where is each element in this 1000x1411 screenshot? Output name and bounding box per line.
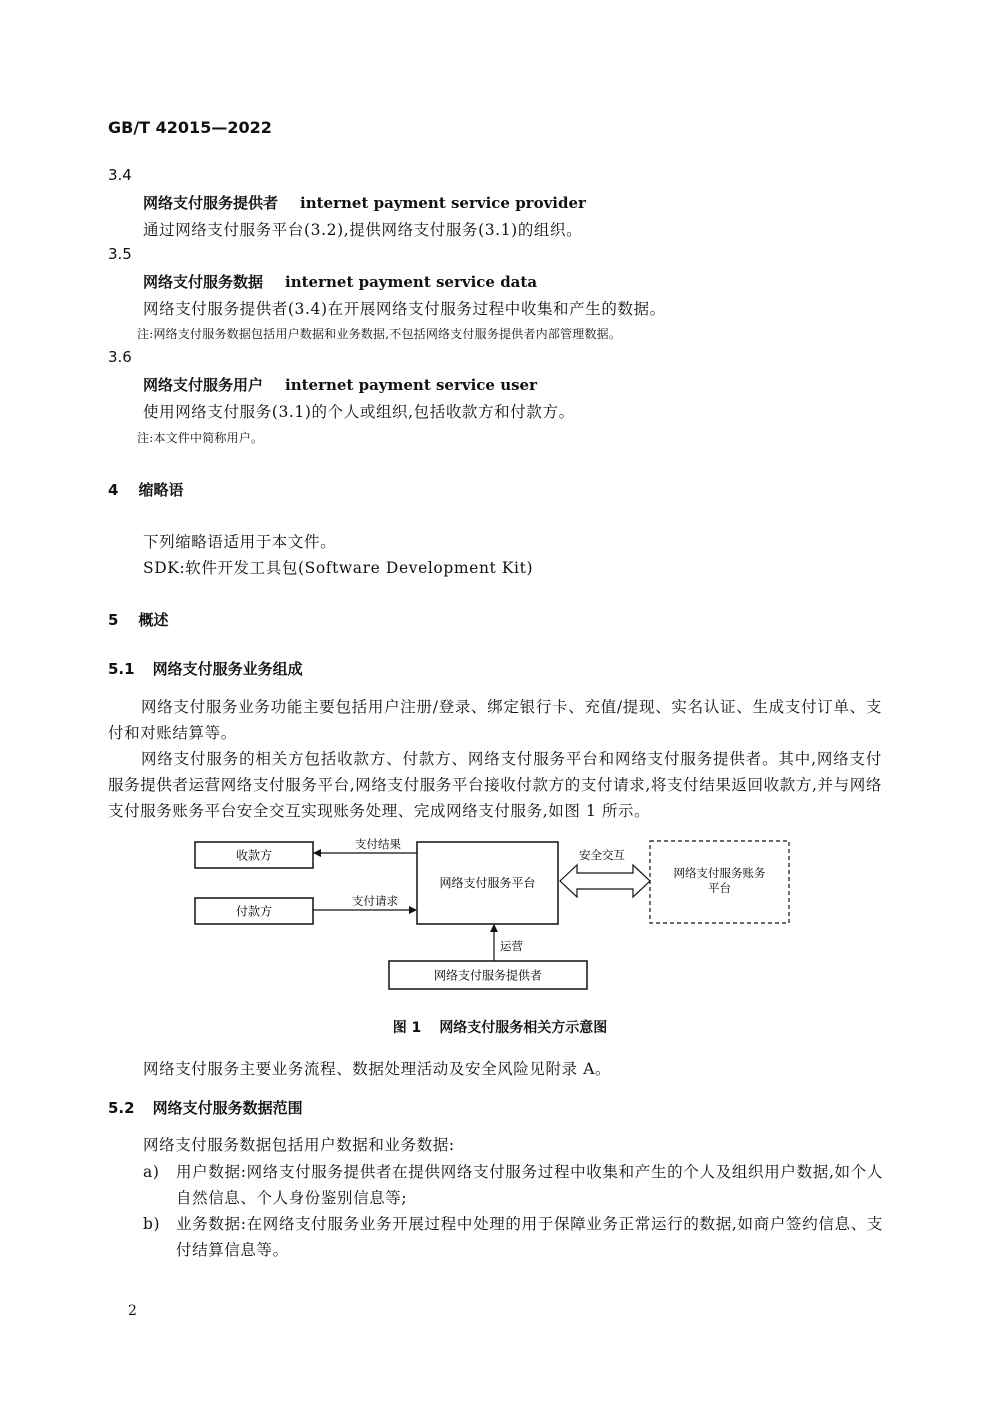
operate-label: 运营: [500, 939, 523, 953]
provider-label: 网络支付服务提供者: [433, 968, 543, 983]
term-number: 3.4: [108, 166, 132, 184]
standard-code: GB/T 42015—2022: [108, 118, 272, 137]
secure-interaction-arrow: [560, 865, 650, 897]
term-definition: 通过网络支付服务平台(3.2),提供网络支付服务(3.1)的组织。: [143, 221, 583, 239]
list-item-text: 业务数据:在网络支付服务业务开展过程中处理的用于保障业务正常运行的数据,如商户签约信息、支付结算信息等。: [176, 1215, 883, 1259]
section-intro: 下列缩略语适用于本文件。: [143, 533, 337, 551]
provider-box: [389, 961, 587, 989]
abbreviation-item: SDK:软件开发工具包(Software Development Kit): [143, 559, 534, 577]
term-note: 注:网络支付服务数据包括用户数据和业务数据,不包括网络支付服务提供者内部管理数据。: [137, 327, 622, 341]
request-arrow-label: 支付请求: [352, 894, 398, 908]
payer-label: 付款方: [235, 904, 273, 919]
figure-number: 图 1: [392, 1020, 422, 1036]
paragraph: 网络支付服务主要业务流程、数据处理活动及安全风险见附录 A。: [143, 1060, 612, 1078]
term-definition: 使用网络支付服务(3.1)的个人或组织,包括收款方和付款方。: [143, 403, 575, 421]
page-number: 2: [128, 1303, 137, 1319]
term-number: 3.6: [108, 348, 132, 366]
accounting-platform-label-line2: 平台: [708, 881, 731, 895]
subsection-number: 5.1: [108, 660, 135, 678]
term-note: 注:本文件中简称用户。: [137, 431, 264, 445]
figure-caption: [0, 1017, 1000, 1037]
term-definition: 网络支付服务提供者(3.4)在开展网络支付服务过程中收集和产生的数据。: [143, 300, 666, 318]
term-zh: 网络支付服务用户: [143, 376, 264, 394]
section-heading: [108, 609, 168, 630]
term-en: internet payment service user: [285, 376, 537, 394]
subsection-number: 5.2: [108, 1099, 135, 1117]
term-heading: [143, 374, 537, 395]
paragraph: 网络支付服务业务功能主要包括用户注册/登录、绑定银行卡、充值/提现、实名认证、生成支付订单、支付和对账结算等。: [108, 698, 882, 742]
list-item: [143, 1159, 883, 1211]
section-intro: 网络支付服务数据包括用户数据和业务数据:: [143, 1136, 455, 1154]
term-zh: 网络支付服务提供者: [143, 194, 279, 212]
term-number: 3.5: [108, 245, 132, 263]
figure-title: 网络支付服务相关方示意图: [439, 1020, 608, 1036]
list-item: [143, 1211, 883, 1263]
term-heading: [143, 192, 586, 213]
section-number: 4: [108, 481, 119, 499]
section-title: 缩略语: [138, 481, 184, 499]
secure-interaction-label: 安全交互: [579, 848, 625, 862]
payer-box: [195, 898, 313, 924]
term-heading: [143, 271, 537, 292]
platform-label: 网络支付服务平台: [439, 876, 536, 890]
accounting-platform-label-line1: 网络支付服务账务: [673, 866, 766, 880]
figure-1-diagram: [0, 820, 1000, 1000]
payee-box: [195, 842, 313, 868]
section-number: 5: [108, 611, 119, 629]
term-en: internet payment service data: [285, 273, 538, 291]
result-arrow-label: 支付结果: [355, 837, 401, 851]
accounting-platform-box: [650, 841, 789, 923]
platform-box: [417, 842, 558, 924]
subsection-title: 网络支付服务业务组成: [152, 660, 303, 678]
paragraph: 网络支付服务的相关方包括收款方、付款方、网络支付服务平台和网络支付服务提供者。其中,网络支付服务提供者运营网络支付服务平台,网络支付服务平台接收付款方的支付请求,将支付结果返回收款方,并与网络支付服务账务平台安全交互实现账务处理、完成网络支付服务,如图 1 所示。: [108, 750, 882, 820]
list-item-label: a): [143, 1163, 160, 1181]
term-en: internet payment service provider: [300, 194, 586, 212]
list-item-label: b): [143, 1215, 161, 1233]
term-zh: 网络支付服务数据: [143, 273, 264, 291]
subsection-title: 网络支付服务数据范围: [152, 1099, 303, 1117]
subsection-heading: [108, 1097, 303, 1118]
section-title: 概述: [138, 611, 169, 629]
section-heading: [108, 479, 183, 500]
list-item-text: 用户数据:网络支付服务提供者在提供网络支付服务过程中收集和产生的个人及组织用户数据,如个人自然信息、个人身份鉴别信息等;: [176, 1163, 883, 1207]
payee-label: 收款方: [235, 848, 273, 863]
subsection-heading: [108, 658, 303, 679]
